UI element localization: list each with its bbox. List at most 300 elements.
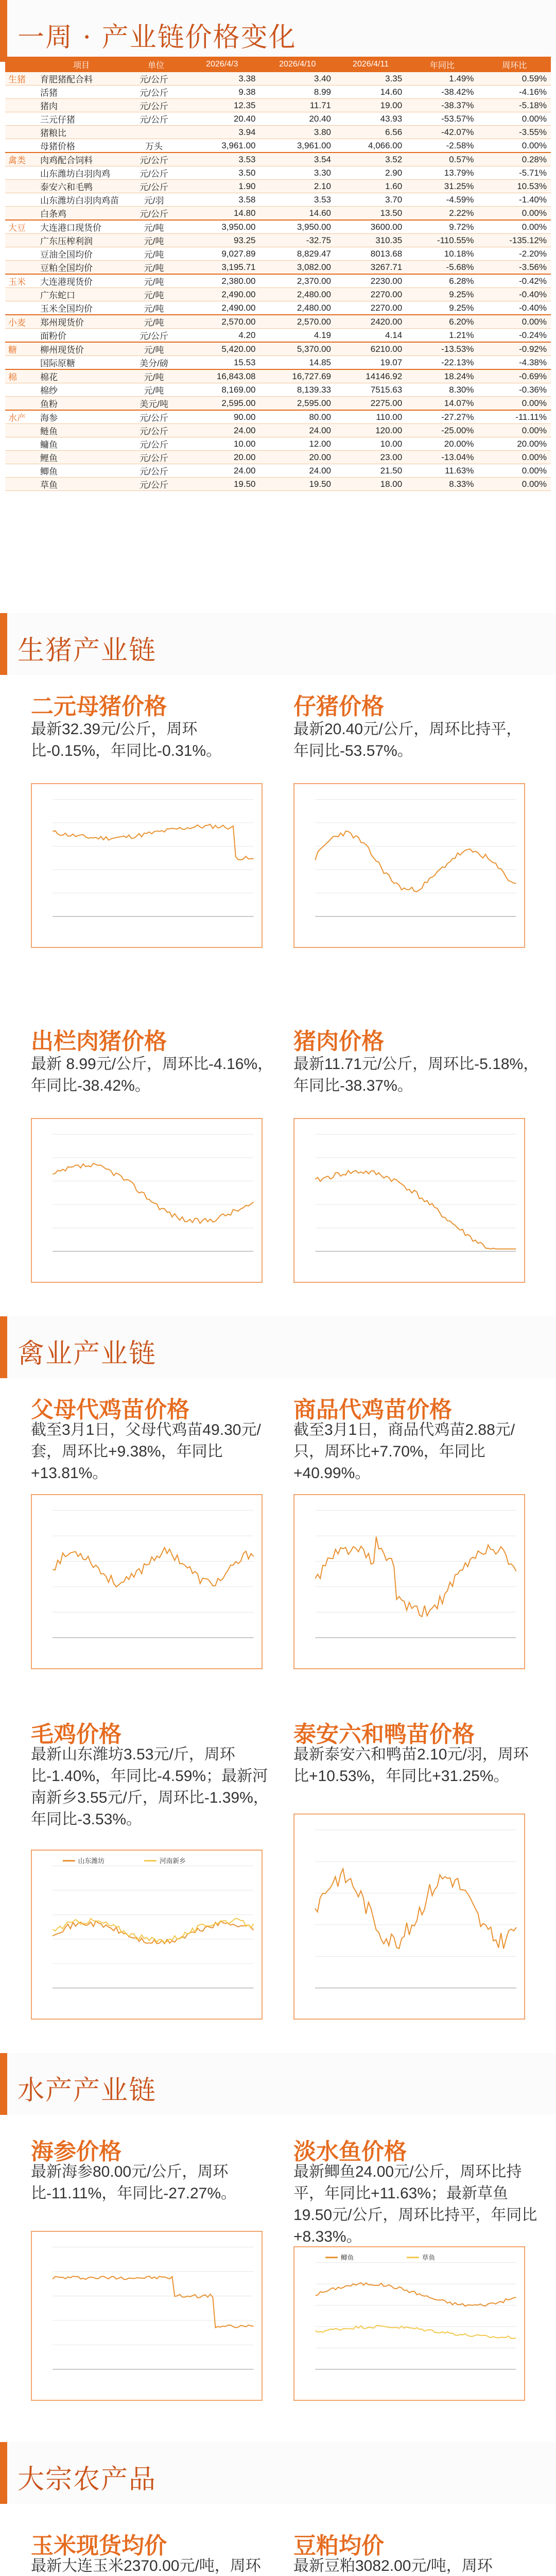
plot-area bbox=[315, 1134, 516, 1251]
table-cell-name: 泰安六和毛鸭 bbox=[35, 180, 128, 193]
table-cell-unit: 元/吨 bbox=[128, 288, 184, 301]
table-cell-wow: -0.40% bbox=[478, 288, 551, 301]
table-cell-b: 2,480.00 bbox=[260, 301, 336, 315]
block-title-b8: 泰安六和鸭苗价格 bbox=[293, 1721, 475, 1748]
table-cell-wow: 20.00% bbox=[478, 437, 551, 451]
series-line-1 bbox=[53, 1921, 253, 1944]
table-cell-wow: 0.00% bbox=[478, 207, 551, 221]
table-cell-cat bbox=[5, 437, 35, 451]
plot-area bbox=[315, 2254, 516, 2369]
table-cell-cat: 水产 bbox=[5, 410, 35, 424]
table-cell-unit: 元/公斤 bbox=[128, 86, 184, 99]
table-body bbox=[5, 72, 551, 491]
legend-label: 河南新乡 bbox=[159, 1857, 186, 1865]
table-header-cell: 单位 bbox=[128, 57, 184, 72]
table-cell-c: 2230.00 bbox=[335, 274, 406, 288]
header-accent-bar bbox=[0, 2053, 7, 2115]
table-cell-cat bbox=[5, 166, 35, 180]
table-cell-unit: 万头 bbox=[128, 139, 184, 153]
table-cell-b: 5,370.00 bbox=[260, 342, 336, 356]
table-row bbox=[5, 478, 551, 491]
table-cell-b: 3,082.00 bbox=[260, 261, 336, 275]
section-header-aquatic bbox=[0, 2053, 556, 2115]
table-cell-name: 肉鸡配合饲料 bbox=[35, 152, 128, 166]
table-cell-b: 80.00 bbox=[260, 410, 336, 424]
table-cell-b: 12.00 bbox=[260, 437, 336, 451]
table-cell-name: 柳州现货价 bbox=[35, 342, 128, 356]
table-cell-a: 2,570.00 bbox=[184, 315, 260, 329]
table-cell-name: 母猪价格 bbox=[35, 139, 128, 153]
table-cell-b: 24.00 bbox=[260, 424, 336, 437]
table-cell-name: 草鱼 bbox=[35, 478, 128, 491]
table-cell-name: 猪粮比 bbox=[35, 126, 128, 139]
table-cell-c: 1.60 bbox=[335, 180, 406, 193]
table-cell-a: 3.50 bbox=[184, 166, 260, 180]
table-cell-b: 4.19 bbox=[260, 329, 336, 343]
table-cell-wow: 10.53% bbox=[478, 180, 551, 193]
table-cell-yoy: 18.24% bbox=[406, 369, 478, 383]
chart-b5 bbox=[31, 1494, 263, 1669]
table-cell-b: 8.99 bbox=[260, 86, 336, 99]
table-cell-wow: -5.71% bbox=[478, 166, 551, 180]
table-row bbox=[5, 261, 551, 275]
table-cell-unit: 元/吨 bbox=[128, 234, 184, 247]
table-cell-c: 310.35 bbox=[335, 234, 406, 247]
legend-label: 山东潍坊 bbox=[78, 1857, 105, 1865]
table-cell-unit: 元/公斤 bbox=[128, 99, 184, 112]
table-cell-yoy: -42.07% bbox=[406, 126, 478, 139]
table-cell-c: 6210.00 bbox=[335, 342, 406, 356]
table-cell-c: 2270.00 bbox=[335, 301, 406, 315]
table-cell-unit: 元/公斤 bbox=[128, 152, 184, 166]
table-cell-unit: 元/吨 bbox=[128, 220, 184, 234]
table-row bbox=[5, 464, 551, 478]
table-cell-unit: 元/吨 bbox=[128, 247, 184, 261]
table-cell-name: 广东蛇口 bbox=[35, 288, 128, 301]
table-cell-b: 14.85 bbox=[260, 356, 336, 370]
table-row bbox=[5, 99, 551, 112]
table-cell-b: 8,829.47 bbox=[260, 247, 336, 261]
table-cell-wow: -11.11% bbox=[478, 410, 551, 424]
table-cell-cat bbox=[5, 301, 35, 315]
table-cell-cat bbox=[5, 424, 35, 437]
table-cell-yoy: -25.00% bbox=[406, 424, 478, 437]
plot-area bbox=[315, 1511, 516, 1638]
table-cell-unit: 元/公斤 bbox=[128, 166, 184, 180]
table-cell-b: 3.53 bbox=[260, 193, 336, 207]
table-cell-name: 大连港现货价 bbox=[35, 274, 128, 288]
table-cell-b: 2,370.00 bbox=[260, 274, 336, 288]
table-cell-b: 20.40 bbox=[260, 112, 336, 126]
table-cell-c: 43.93 bbox=[335, 112, 406, 126]
table-cell-name: 棉纱 bbox=[35, 383, 128, 397]
table-cell-cat bbox=[5, 193, 35, 207]
table-cell-b: -32.75 bbox=[260, 234, 336, 247]
table-cell-unit bbox=[128, 126, 184, 139]
table-row bbox=[5, 234, 551, 247]
table-cell-c: 8013.68 bbox=[335, 247, 406, 261]
table-cell-b: 3.54 bbox=[260, 152, 336, 166]
table-cell-cat bbox=[5, 478, 35, 491]
table-cell-b: 3,950.00 bbox=[260, 220, 336, 234]
table-cell-name: 山东潍坊白羽肉鸡 bbox=[35, 166, 128, 180]
table-cell-a: 8,169.00 bbox=[184, 383, 260, 397]
block-desc-b2: 最新20.40元/公斤，周环比持平，年同比-53.57%。 bbox=[293, 721, 522, 759]
table-cell-wow: 0.00% bbox=[478, 424, 551, 437]
table-cell-unit: 元/吨 bbox=[128, 301, 184, 315]
series-line-1 bbox=[53, 1548, 253, 1587]
table-cell-unit: 元/公斤 bbox=[128, 207, 184, 221]
table-cell-cat: 小麦 bbox=[5, 315, 35, 329]
table-cell-cat bbox=[5, 288, 35, 301]
table-cell-yoy: 10.18% bbox=[406, 247, 478, 261]
table-cell-yoy: -13.53% bbox=[406, 342, 478, 356]
table-header-cell: 2026/4/11 bbox=[335, 57, 406, 72]
table-cell-unit: 元/公斤 bbox=[128, 424, 184, 437]
table-cell-yoy: 6.20% bbox=[406, 315, 478, 329]
table-cell-c: 7515.63 bbox=[335, 383, 406, 397]
table-row bbox=[5, 397, 551, 411]
table-cell-cat bbox=[5, 234, 35, 247]
block-desc-b1: 最新32.39元/公斤，周环比-0.15%，年同比-0.31%。 bbox=[31, 721, 222, 759]
header-accent-bar bbox=[0, 0, 7, 62]
plot-area bbox=[315, 1830, 516, 1988]
table-cell-c: 120.00 bbox=[335, 424, 406, 437]
table-cell-unit: 元/吨 bbox=[128, 261, 184, 275]
table-row bbox=[5, 274, 551, 288]
table-cell-wow: -5.18% bbox=[478, 99, 551, 112]
table-cell-yoy: -38.37% bbox=[406, 99, 478, 112]
table-cell-name: 广东压榨利润 bbox=[35, 234, 128, 247]
table-cell-wow: -0.69% bbox=[478, 369, 551, 383]
table-cell-cat bbox=[5, 207, 35, 221]
legend-label: 鲫鱼 bbox=[340, 2253, 354, 2262]
table-row bbox=[5, 126, 551, 139]
table-cell-c: 3267.71 bbox=[335, 261, 406, 275]
table-cell-wow: 0.00% bbox=[478, 464, 551, 478]
table-cell-name: 山东潍坊白羽肉鸡苗 bbox=[35, 193, 128, 207]
table-cell-a: 20.00 bbox=[184, 451, 260, 464]
table-cell-a: 9.38 bbox=[184, 86, 260, 99]
series-line-1 bbox=[315, 831, 516, 891]
plot-area bbox=[53, 800, 253, 917]
table-cell-wow: -0.24% bbox=[478, 329, 551, 343]
table-cell-name: 白条鸡 bbox=[35, 207, 128, 221]
table-cell-c: 18.00 bbox=[335, 478, 406, 491]
price-table-container bbox=[5, 57, 551, 572]
table-cell-cat bbox=[5, 139, 35, 153]
table-row bbox=[5, 139, 551, 153]
table-cell-b: 24.00 bbox=[260, 464, 336, 478]
series-line-1 bbox=[315, 1171, 516, 1249]
chart-b9 bbox=[31, 2231, 263, 2401]
table-cell-a: 2,490.00 bbox=[184, 288, 260, 301]
table-cell-yoy: 9.25% bbox=[406, 288, 478, 301]
table-cell-unit: 元/公斤 bbox=[128, 410, 184, 424]
table-cell-cat bbox=[5, 112, 35, 126]
header-accent-bar bbox=[0, 1316, 7, 1378]
table-cell-unit: 元/吨 bbox=[128, 315, 184, 329]
table-row bbox=[5, 437, 551, 451]
table-cell-cat: 大豆 bbox=[5, 220, 35, 234]
table-header-cell: 2026/4/10 bbox=[260, 57, 336, 72]
table-cell-wow: 0.00% bbox=[478, 397, 551, 411]
table-cell-c: 23.00 bbox=[335, 451, 406, 464]
table-cell-name: 三元仔猪 bbox=[35, 112, 128, 126]
table-cell-b: 2,480.00 bbox=[260, 288, 336, 301]
block-title-b5: 父母代鸡苗价格 bbox=[31, 1397, 189, 1423]
table-cell-cat: 禽类 bbox=[5, 152, 35, 166]
block-desc-b7: 最新山东潍坊3.53元/斤，周环比-1.40%，年同比-4.59%；最新河南新乡3.55元/斤，周环比-1.39%，年同比-3.53%。 bbox=[31, 1746, 269, 1828]
table-cell-yoy: 11.63% bbox=[406, 464, 478, 478]
table-cell-a: 3,950.00 bbox=[184, 220, 260, 234]
table-row bbox=[5, 166, 551, 180]
table-cell-cat: 玉米 bbox=[5, 274, 35, 288]
table-cell-yoy: 9.25% bbox=[406, 301, 478, 315]
table-cell-c: 3600.00 bbox=[335, 220, 406, 234]
table-cell-name: 面粉价 bbox=[35, 329, 128, 343]
table-cell-a: 5,420.00 bbox=[184, 342, 260, 356]
table-cell-yoy: -110.55% bbox=[406, 234, 478, 247]
table-cell-wow: -0.42% bbox=[478, 274, 551, 288]
table-cell-cat: 糖 bbox=[5, 342, 35, 356]
block-title-b11: 玉米现货均价 bbox=[31, 2533, 167, 2559]
table-cell-cat bbox=[5, 180, 35, 193]
table-cell-wow: -0.36% bbox=[478, 383, 551, 397]
table-cell-unit: 元/公斤 bbox=[128, 478, 184, 491]
table-cell-b: 2.10 bbox=[260, 180, 336, 193]
header-accent-bar bbox=[0, 2442, 7, 2504]
table-header-cell: 周环比 bbox=[478, 57, 551, 72]
table-cell-c: 3.52 bbox=[335, 152, 406, 166]
table-cell-c: 19.07 bbox=[335, 356, 406, 370]
table-header-cell: 年同比 bbox=[406, 57, 478, 72]
table-cell-unit: 元/公斤 bbox=[128, 464, 184, 478]
table-cell-cat: 生猪 bbox=[5, 72, 35, 86]
table-cell-c: 21.50 bbox=[335, 464, 406, 478]
table-cell-c: 10.00 bbox=[335, 437, 406, 451]
table-cell-a: 16,843.08 bbox=[184, 369, 260, 383]
table-cell-yoy: 8.33% bbox=[406, 478, 478, 491]
table-header-cell bbox=[5, 57, 35, 72]
section-header-commodity bbox=[0, 2442, 556, 2504]
table-cell-a: 4.20 bbox=[184, 329, 260, 343]
plot-area bbox=[53, 1511, 253, 1638]
series-line-1 bbox=[53, 2276, 253, 2328]
table-cell-b: 19.50 bbox=[260, 478, 336, 491]
table-cell-yoy: 9.72% bbox=[406, 220, 478, 234]
table-row bbox=[5, 451, 551, 464]
table-cell-cat bbox=[5, 99, 35, 112]
table-cell-cat bbox=[5, 247, 35, 261]
block-desc-b5: 截至3月1日，父母代鸡苗49.30元/套，周环比+9.38%，年同比+13.81%。 bbox=[31, 1421, 261, 1482]
plot-area bbox=[53, 1134, 253, 1251]
table-cell-yoy: -2.58% bbox=[406, 139, 478, 153]
table-cell-a: 10.00 bbox=[184, 437, 260, 451]
table-cell-a: 14.80 bbox=[184, 207, 260, 221]
table-cell-name: 玉米全国均价 bbox=[35, 301, 128, 315]
table-row bbox=[5, 342, 551, 356]
block-title-b7: 毛鸡价格 bbox=[31, 1721, 121, 1748]
table-cell-wow: -135.12% bbox=[478, 234, 551, 247]
table-cell-yoy: -38.42% bbox=[406, 86, 478, 99]
table-header-cell: 2026/4/3 bbox=[184, 57, 260, 72]
table-cell-cat bbox=[5, 451, 35, 464]
table-cell-c: 2270.00 bbox=[335, 288, 406, 301]
table-cell-cat bbox=[5, 356, 35, 370]
table-cell-yoy: -27.27% bbox=[406, 410, 478, 424]
table-cell-c: 2420.00 bbox=[335, 315, 406, 329]
table-cell-wow: 0.00% bbox=[478, 139, 551, 153]
chart-b8 bbox=[293, 1814, 525, 2020]
table-cell-a: 3,961.00 bbox=[184, 139, 260, 153]
table-cell-unit: 元/吨 bbox=[128, 369, 184, 383]
block-desc-b4: 最新11.71元/公斤，周环比-5.18%，年同比-38.37%。 bbox=[293, 1056, 539, 1094]
plot-area bbox=[53, 2247, 253, 2369]
block-desc-b8: 最新泰安六和鸭苗2.10元/羽，周环比+10.53%，年同比+31.25%。 bbox=[293, 1746, 529, 1785]
table-cell-c: 4.14 bbox=[335, 329, 406, 343]
table-cell-a: 20.40 bbox=[184, 112, 260, 126]
chart-b2 bbox=[293, 783, 525, 948]
table-cell-c: 2.90 bbox=[335, 166, 406, 180]
chart-b7 bbox=[31, 1850, 263, 2020]
table-cell-a: 2,380.00 bbox=[184, 274, 260, 288]
table-cell-name: 棉花 bbox=[35, 369, 128, 383]
table-cell-a: 3.58 bbox=[184, 193, 260, 207]
table-row bbox=[5, 383, 551, 397]
table-row bbox=[5, 247, 551, 261]
table-row bbox=[5, 207, 551, 221]
block-title-b9: 海参价格 bbox=[31, 2139, 121, 2165]
table-cell-unit: 元/公斤 bbox=[128, 72, 184, 86]
table-cell-b: 2,570.00 bbox=[260, 315, 336, 329]
table-cell-a: 3,195.71 bbox=[184, 261, 260, 275]
table-cell-name: 海参 bbox=[35, 410, 128, 424]
table-cell-unit: 元/吨 bbox=[128, 342, 184, 356]
table-cell-cat bbox=[5, 329, 35, 343]
section-title: 水产产业链 bbox=[18, 2075, 157, 2106]
plot-area bbox=[53, 1857, 253, 1988]
block-title-b12: 豆粕均价 bbox=[293, 2533, 384, 2559]
table-cell-a: 12.35 bbox=[184, 99, 260, 112]
table-cell-a: 19.50 bbox=[184, 478, 260, 491]
table-cell-c: 110.00 bbox=[335, 410, 406, 424]
table-cell-name: 鳙鱼 bbox=[35, 437, 128, 451]
header-accent-bar bbox=[0, 613, 7, 675]
chart-b3 bbox=[31, 1118, 263, 1283]
table-header-row bbox=[5, 57, 551, 72]
table-cell-yoy: -4.59% bbox=[406, 193, 478, 207]
table-cell-c: 3.35 bbox=[335, 72, 406, 86]
table-cell-cat bbox=[5, 126, 35, 139]
block-desc-b9: 最新海参80.00元/公斤，周环比-11.11%，年同比-27.27%。 bbox=[31, 2163, 237, 2202]
table-cell-unit: 元/羽 bbox=[128, 193, 184, 207]
table-cell-a: 1.90 bbox=[184, 180, 260, 193]
table-cell-a: 90.00 bbox=[184, 410, 260, 424]
table-cell-b: 3.80 bbox=[260, 126, 336, 139]
table-cell-wow: -3.56% bbox=[478, 261, 551, 275]
block-title-b3: 出栏肉猪价格 bbox=[31, 1028, 167, 1055]
table-cell-yoy: 0.57% bbox=[406, 152, 478, 166]
table-cell-wow: -4.16% bbox=[478, 86, 551, 99]
table-cell-name: 郑州现货价 bbox=[35, 315, 128, 329]
table-cell-name: 鱼粉 bbox=[35, 397, 128, 411]
section-header-price-change bbox=[0, 0, 556, 62]
table-cell-yoy: 31.25% bbox=[406, 180, 478, 193]
table-row bbox=[5, 424, 551, 437]
table-cell-b: 20.00 bbox=[260, 451, 336, 464]
table-cell-unit: 元/公斤 bbox=[128, 329, 184, 343]
table-cell-wow: 0.00% bbox=[478, 451, 551, 464]
legend-label: 草鱼 bbox=[422, 2253, 436, 2262]
table-row bbox=[5, 180, 551, 193]
table-cell-yoy: -13.04% bbox=[406, 451, 478, 464]
section-title: 禽业产业链 bbox=[18, 1338, 157, 1369]
table-cell-yoy: 14.07% bbox=[406, 397, 478, 411]
block-title-b2: 仔猪价格 bbox=[293, 693, 384, 720]
section-title: 一周 · 产业链价格变化 bbox=[18, 22, 297, 53]
chart-b4 bbox=[293, 1118, 525, 1283]
table-cell-a: 93.25 bbox=[184, 234, 260, 247]
table-cell-name: 国际原糖 bbox=[35, 356, 128, 370]
table-cell-b: 16,727.69 bbox=[260, 369, 336, 383]
table-cell-unit: 美元/吨 bbox=[128, 397, 184, 411]
table-cell-yoy: 8.30% bbox=[406, 383, 478, 397]
table-cell-cat: 棉 bbox=[5, 369, 35, 383]
table-cell-c: 6.56 bbox=[335, 126, 406, 139]
section-header-pig bbox=[0, 613, 556, 675]
chart-b10 bbox=[293, 2246, 525, 2401]
series-line-2 bbox=[315, 2326, 516, 2338]
block-title-b6: 商品代鸡苗价格 bbox=[293, 1397, 452, 1423]
table-cell-a: 24.00 bbox=[184, 464, 260, 478]
table-cell-wow: 0.59% bbox=[478, 72, 551, 86]
table-cell-cat bbox=[5, 261, 35, 275]
block-desc-b11: 最新大连玉米2370.00元/吨，周环 bbox=[31, 2557, 261, 2574]
table-cell-b: 14.60 bbox=[260, 207, 336, 221]
table-row bbox=[5, 329, 551, 343]
table-cell-unit: 元/公斤 bbox=[128, 437, 184, 451]
table-cell-cat bbox=[5, 383, 35, 397]
table-cell-wow: -1.40% bbox=[478, 193, 551, 207]
table-cell-cat bbox=[5, 86, 35, 99]
table-cell-wow: -3.55% bbox=[478, 126, 551, 139]
table-cell-name: 猪肉 bbox=[35, 99, 128, 112]
table-cell-a: 3.94 bbox=[184, 126, 260, 139]
table-cell-unit: 元/吨 bbox=[128, 274, 184, 288]
table-cell-c: 19.00 bbox=[335, 99, 406, 112]
table-cell-unit: 元/公斤 bbox=[128, 112, 184, 126]
table-cell-b: 3,961.00 bbox=[260, 139, 336, 153]
table-cell-name: 鲢鱼 bbox=[35, 424, 128, 437]
table-cell-yoy: 2.22% bbox=[406, 207, 478, 221]
table-cell-wow: 0.00% bbox=[478, 112, 551, 126]
table-cell-wow: -4.38% bbox=[478, 356, 551, 370]
table-cell-yoy: -22.13% bbox=[406, 356, 478, 370]
table-row bbox=[5, 86, 551, 99]
table-header-cell: 项目 bbox=[35, 57, 128, 72]
table-cell-name: 大连港口现货价 bbox=[35, 220, 128, 234]
series-line-1 bbox=[53, 1163, 253, 1223]
table-row bbox=[5, 369, 551, 383]
table-cell-wow: 0.00% bbox=[478, 478, 551, 491]
block-title-b1: 二元母猪价格 bbox=[31, 693, 167, 720]
plot-area bbox=[315, 800, 516, 917]
table-cell-wow: 0.00% bbox=[478, 315, 551, 329]
table-cell-cat bbox=[5, 464, 35, 478]
table-cell-name: 育肥猪配合料 bbox=[35, 72, 128, 86]
table-cell-b: 8,139.33 bbox=[260, 383, 336, 397]
